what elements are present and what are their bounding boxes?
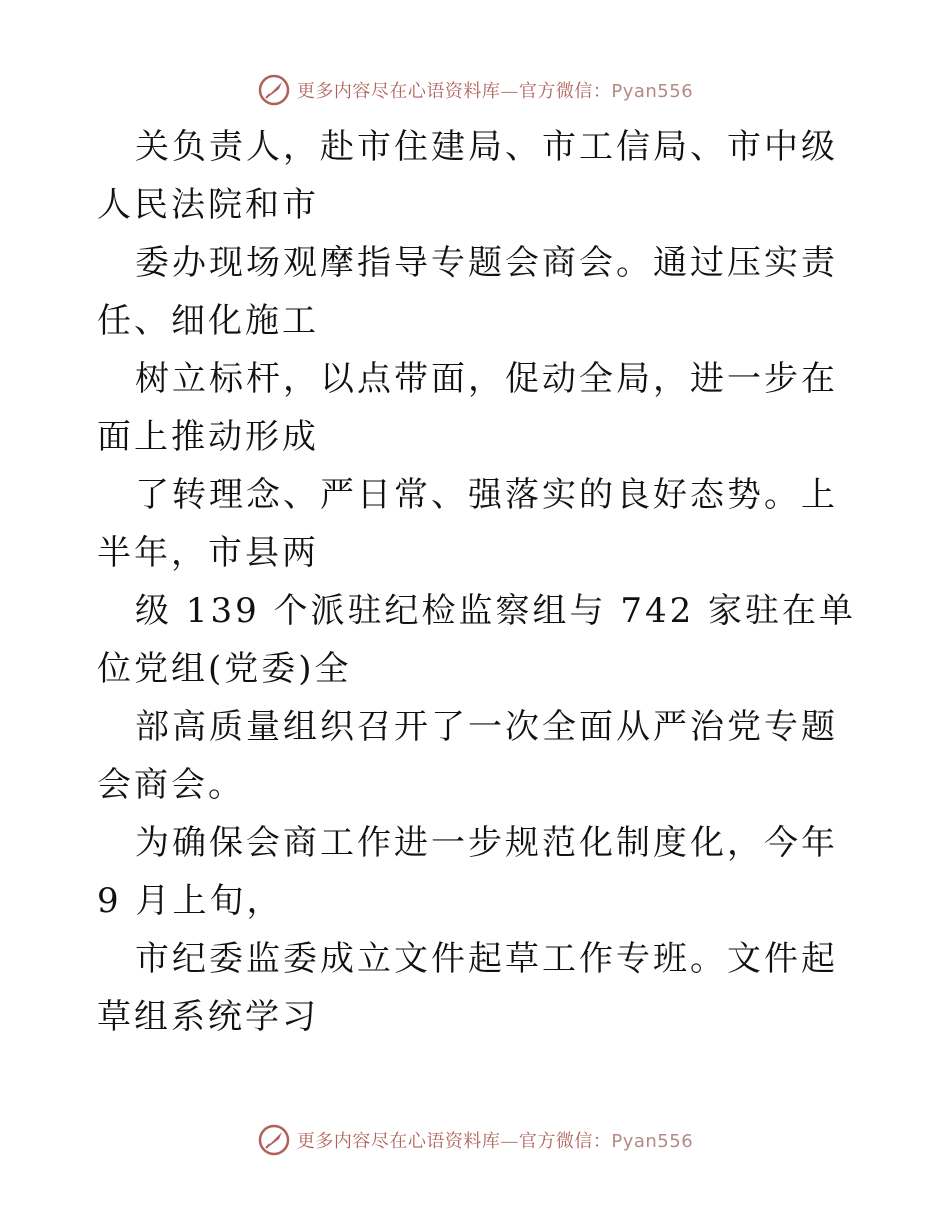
watermark-dash: — xyxy=(500,81,519,102)
watermark-text xyxy=(297,77,693,103)
watermark-account: Pyan556 xyxy=(611,1131,694,1152)
paragraph: 关负责人，赴市住建局、市工信局、市中级人民法院和市 xyxy=(97,127,838,225)
watermark-dash: — xyxy=(500,1131,519,1152)
watermark-account: Pyan556 xyxy=(611,81,694,102)
watermark-text xyxy=(297,1127,693,1153)
quill-logo-icon xyxy=(257,1123,291,1157)
header-watermark xyxy=(0,70,950,110)
paragraph: 为确保会商工作进一步规范化制度化，今年 9 月上旬， xyxy=(97,823,838,921)
footer-watermark xyxy=(0,1120,950,1160)
document-body xyxy=(97,118,857,1046)
paragraph: 部高质量组织召开了一次全面从严治党专题会商会。 xyxy=(97,707,838,805)
paragraph: 级 139 个派驻纪检监察组与 742 家驻在单位党组(党委)全 xyxy=(97,591,857,689)
watermark-site: 更多内容尽在心语资料库 xyxy=(296,81,501,102)
quill-logo-icon xyxy=(257,73,291,107)
paragraph: 委办现场观摩指导专题会商会。通过压实责任、细化施工 xyxy=(97,243,838,341)
paragraph: 树立标杆，以点带面，促动全局，进一步在面上推动形成 xyxy=(97,359,838,457)
paragraph: 市纪委监委成立文件起草工作专班。文件起草组系统学习 xyxy=(97,939,838,1037)
watermark-label: 官方微信： xyxy=(518,81,612,102)
watermark-label: 官方微信： xyxy=(518,1131,612,1152)
paragraph: 了转理念、严日常、强落实的良好态势。上半年，市县两 xyxy=(97,475,838,573)
watermark-site: 更多内容尽在心语资料库 xyxy=(296,1131,501,1152)
